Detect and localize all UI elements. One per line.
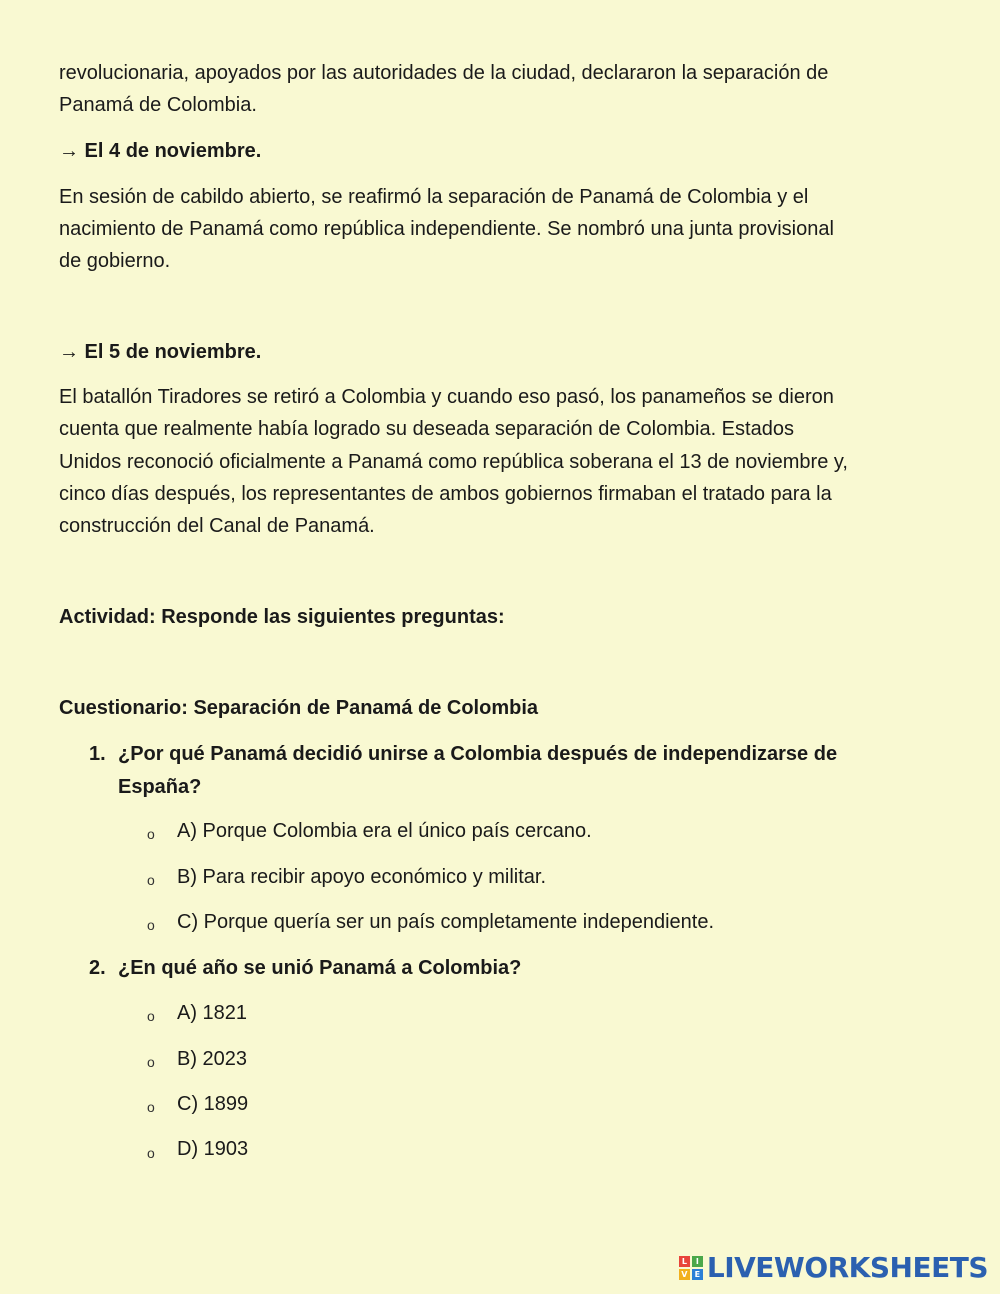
question-1-line: España? (118, 775, 202, 798)
bullet-icon: o (147, 1008, 155, 1024)
bullet-icon: o (147, 1054, 155, 1070)
nov4-text-line: nacimiento de Panamá como república independiente. Se nombró una junta provisional (59, 218, 834, 240)
quiz-title: Cuestionario: Separación de Panamá de Colombia (59, 697, 539, 719)
nov5-text-line: construcción del Canal de Panamá. (59, 515, 375, 537)
question-1-text (118, 738, 918, 803)
liveworksheets-logo-icon (679, 1256, 703, 1280)
question-number: 2. (89, 957, 106, 979)
q2-option-c[interactable]: C) 1899 (177, 1093, 249, 1115)
bullet-icon: o (147, 1145, 155, 1161)
q1-option-a[interactable]: A) Porque Colombia era el único país cercano. (177, 820, 592, 842)
nov5-text-line: cinco días después, los representantes de ambos gobiernos firmaban el tratado para la (59, 483, 832, 505)
bullet-icon: o (147, 917, 155, 933)
nov5-heading: → El 5 de noviembre. (59, 341, 262, 363)
nov4-text-line: En sesión de cabildo abierto, se reafirmó la separación de Panamá de Colombia y el (59, 186, 809, 208)
bullet-icon: o (147, 826, 155, 842)
question-2-text: ¿En qué año se unió Panamá a Colombia? (118, 957, 522, 979)
nov5-text-line: cuenta que realmente había logrado su deseada separación de Colombia. Estados (59, 418, 794, 440)
question-number: 1. (89, 743, 106, 765)
logo-letter: I (692, 1256, 703, 1267)
q2-option-a[interactable]: A) 1821 (177, 1002, 248, 1024)
question-1-line: ¿Por qué Panamá decidió unirse a Colombia después de independizarse de (118, 743, 838, 765)
liveworksheets-logo-text: LIVEWORKSHEETS (706, 1251, 988, 1284)
bullet-icon: o (147, 1099, 155, 1115)
nov5-text-line: El batallón Tiradores se retiró a Colombia y cuando eso pasó, los panameños se dieron (59, 386, 834, 408)
q2-option-b[interactable]: B) 2023 (177, 1048, 248, 1070)
q1-option-b[interactable]: B) Para recibir apoyo económico y militar. (177, 866, 547, 888)
intro-text-line: revolucionaria, apoyados por las autoridades de la ciudad, declararon la separación de (59, 62, 829, 84)
bullet-icon: o (147, 872, 155, 888)
logo-letter: V (679, 1269, 690, 1280)
q1-option-c[interactable]: C) Porque quería ser un país completamente independiente. (177, 911, 715, 933)
intro-text-line: Panamá de Colombia. (59, 94, 257, 116)
logo-letter: L (679, 1256, 690, 1267)
nov5-text-line: Unidos reconoció oficialmente a Panamá como república soberana el 13 de noviembre y, (59, 451, 848, 473)
nov4-heading: → El 4 de noviembre. (59, 140, 262, 162)
q2-option-d[interactable]: D) 1903 (177, 1138, 249, 1160)
logo-letter: E (692, 1269, 703, 1280)
nov4-text-line: de gobierno. (59, 250, 171, 272)
activity-heading: Actividad: Responde las siguientes preguntas: (59, 606, 505, 628)
liveworksheets-logo[interactable] (679, 1251, 988, 1284)
